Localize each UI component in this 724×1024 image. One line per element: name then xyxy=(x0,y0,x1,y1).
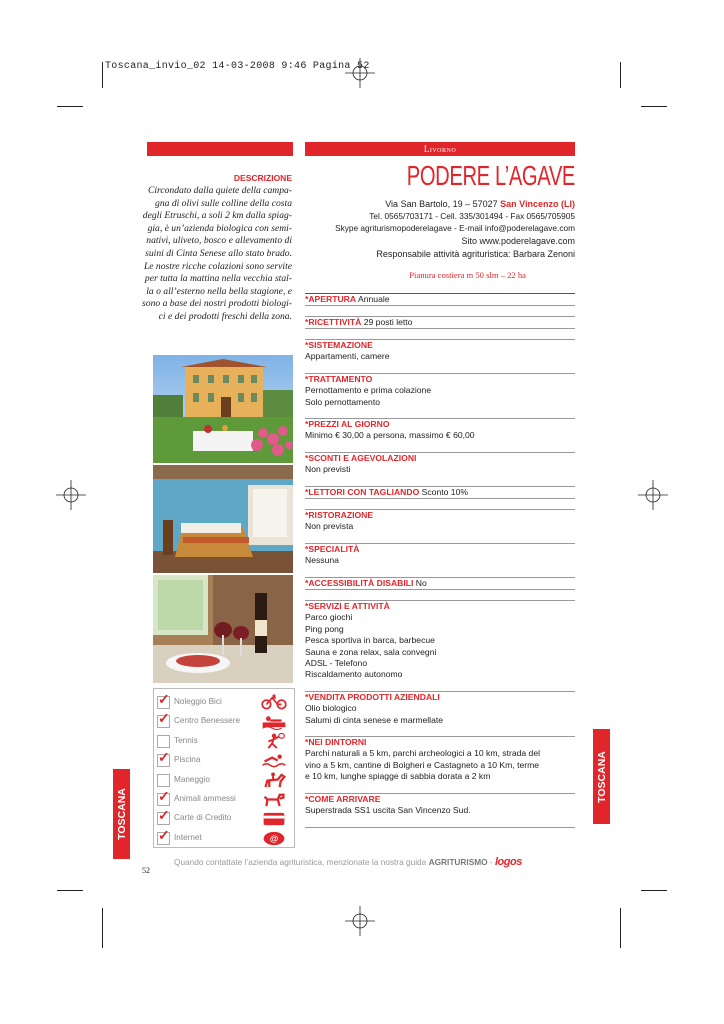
crop-mark xyxy=(102,908,103,948)
info-label: *TRATTAMENTO xyxy=(305,374,373,384)
description-heading: DESCRIZIONE xyxy=(233,173,292,183)
info-line: Non previsti xyxy=(305,464,351,475)
swimming-icon xyxy=(260,752,288,769)
side-tab-right xyxy=(593,729,610,824)
info-heading xyxy=(305,294,575,305)
divider-line xyxy=(305,305,575,306)
info-heading xyxy=(305,578,575,589)
info-line: Pesca sportiva in barca, barbecue xyxy=(305,635,435,646)
crop-mark xyxy=(620,62,621,88)
description-line: sono a base dei nostri prodotti biologi- xyxy=(142,298,292,310)
registration-mark-icon xyxy=(345,58,375,88)
crop-mark xyxy=(102,62,103,88)
info-line: Pernottamento e prima colazione xyxy=(305,385,432,396)
info-heading xyxy=(305,794,575,805)
side-tab-left xyxy=(113,769,130,859)
checkmark-icon: ✓ xyxy=(158,749,170,766)
description-line: la o all’esterno nella bella stagione, e xyxy=(146,285,292,297)
info-heading xyxy=(305,419,575,430)
info-line: e 10 km, lunghe spiagge di sabbia dorata a 2 km xyxy=(305,771,491,782)
page-number: 52 xyxy=(142,866,150,875)
info-dintorni xyxy=(305,737,575,783)
info-line: Olio biologico xyxy=(305,703,357,714)
info-line: Non prevista xyxy=(305,521,354,532)
phones: Tel. 0565/703171 - Cell. 335/301494 - Fax 0565/705905 xyxy=(369,211,575,221)
info-line: vino a 5 km, cantine di Bolgheri e Castagneto a 10 Km, terme xyxy=(305,759,540,770)
skype-email: Skype agriturismopoderelagave - E-mail info@poderelagave.com xyxy=(335,223,575,233)
wine-table-photo xyxy=(153,575,293,683)
info-label: *RICETTIVITÀ xyxy=(305,317,362,327)
footer-brand: AGRITURISMO xyxy=(428,857,488,867)
info-label: *COME ARRIVARE xyxy=(305,794,381,804)
description-line: gna di olivi sulle colline della costa xyxy=(155,197,292,209)
divider-line xyxy=(305,589,575,590)
info-label: *LETTORI CON TAGLIANDO xyxy=(305,487,420,497)
info-trattamento xyxy=(305,374,575,408)
description-line: ci e dei prodotti freschi della zona. xyxy=(158,310,292,322)
divider-line xyxy=(305,827,575,828)
info-lettori xyxy=(305,487,575,498)
bedroom-photo xyxy=(153,465,293,573)
checkbox xyxy=(157,774,170,787)
description-line: per tutta la mattina nella vecchia stal- xyxy=(144,273,292,285)
facility-label: Animali ammessi xyxy=(174,794,236,803)
info-line: ADSL - Telefono xyxy=(305,658,368,669)
facility-item xyxy=(154,693,294,712)
info-ricettivita xyxy=(305,317,575,328)
info-sconti xyxy=(305,453,575,476)
checkmark-icon: ✓ xyxy=(158,710,170,727)
footer-note xyxy=(174,856,522,868)
info-line: Solo pernottamento xyxy=(305,396,381,407)
info-label: *RISTORAZIONE xyxy=(305,510,374,520)
town: San Vincenzo (LI) xyxy=(500,199,575,209)
facility-item xyxy=(154,809,294,828)
checkmark-icon: ✓ xyxy=(158,826,170,843)
info-heading xyxy=(305,317,575,328)
region-label: Livorno xyxy=(423,144,457,154)
info-arrivare xyxy=(305,794,575,817)
info-apertura xyxy=(305,294,575,305)
description-line: nativi, uliveto, bosco e allevamento di xyxy=(146,235,292,247)
terrain: Pianura costiera m 50 slm – 22 ha xyxy=(409,270,526,280)
info-line: Sauna e zona relax, sala convegni xyxy=(305,646,437,657)
info-heading xyxy=(305,487,575,498)
description-line: gia, è un’azienda biologica con semi- xyxy=(147,222,292,234)
info-specialita xyxy=(305,544,575,567)
logos-logo: logos xyxy=(495,856,522,868)
checkmark-icon: ✓ xyxy=(158,691,170,707)
facility-item xyxy=(154,826,294,848)
description-line: Circondato dalla quiete della campa- xyxy=(147,185,292,196)
dog-icon xyxy=(260,791,288,808)
side-tab-label: TOSCANA xyxy=(595,750,608,803)
description-line: Le nostre ricche colazioni sono servite xyxy=(143,260,292,272)
region-bar xyxy=(305,142,575,156)
facility-label: Tennis xyxy=(174,735,198,745)
info-label: *NEI DINTORNI xyxy=(305,737,367,747)
facility-label: Noleggio Bici xyxy=(174,697,222,706)
left-header-bar xyxy=(147,142,293,156)
info-line: Appartamenti, camere xyxy=(305,351,390,362)
info-heading xyxy=(305,692,575,703)
facility-item xyxy=(154,771,294,790)
tennis-icon xyxy=(260,733,288,750)
info-line: Salumi di cinta senese e marmellate xyxy=(305,714,444,725)
facility-item xyxy=(154,732,294,751)
footer-text: Quando contattate l’azienda agrituristica, menzionate la nostra guida xyxy=(174,857,427,867)
info-sistemazione xyxy=(305,340,575,363)
divider-line xyxy=(305,328,575,329)
facility-label: Maneggio xyxy=(174,774,210,784)
side-tab-label: TOSCANA xyxy=(115,788,128,840)
facilities-box xyxy=(153,688,295,848)
info-line: Minimo € 30,00 a persona, massimo € 60,00 xyxy=(305,430,475,441)
info-value: 29 posti letto xyxy=(363,317,413,327)
svg-text:@: @ xyxy=(269,833,279,844)
print-slug: Toscana_invio_02 14-03-2008 9:46 Pagina 52 xyxy=(105,61,370,72)
description-text xyxy=(118,185,292,324)
registration-mark-icon xyxy=(56,480,86,510)
info-label: *VENDITA PRODOTTI AZIENDALI xyxy=(305,692,440,702)
facility-label: Piscina xyxy=(174,755,201,765)
registration-mark-icon xyxy=(345,906,375,936)
info-label: *SCONTI E AGEVOLAZIONI xyxy=(305,453,417,463)
horse-riding-icon xyxy=(260,772,288,789)
info-label: *SPECIALITÀ xyxy=(305,544,360,554)
facility-label: Carte di Credito xyxy=(174,813,232,823)
credit-card-icon xyxy=(260,810,288,827)
info-accessibilita xyxy=(305,578,575,589)
info-heading xyxy=(305,340,575,351)
farmhouse-photo xyxy=(153,355,293,463)
property-title: PODERE L’AGAVE xyxy=(406,160,575,191)
registration-mark-icon xyxy=(638,480,668,510)
info-line: Riscaldamento autonomo xyxy=(305,669,403,680)
website: Sito www.poderelagave.com xyxy=(461,236,575,246)
spa-icon xyxy=(260,713,288,730)
checkmark-icon: ✓ xyxy=(158,807,170,824)
info-line: Ping pong xyxy=(305,623,344,634)
checkmark-icon: ✓ xyxy=(158,788,170,804)
info-line: Parchi naturali a 5 km, parchi archeologici a 10 km, strada del xyxy=(305,748,541,759)
info-heading xyxy=(305,374,575,385)
internet-icon xyxy=(260,830,288,847)
facility-item xyxy=(154,712,294,731)
description-line: degli Etruschi, a soli 2 km dalla spiag- xyxy=(142,210,292,222)
info-label: *PREZZI AL GIORNO xyxy=(305,419,390,429)
address-line xyxy=(385,199,575,209)
info-ristorazione xyxy=(305,510,575,533)
info-label: *ACCESSIBILITÀ DISABILI xyxy=(305,578,414,588)
facility-label: Internet xyxy=(174,832,202,842)
info-line: Nessuna xyxy=(305,555,339,566)
address: Via San Bartolo, 19 – 57027 xyxy=(385,199,498,209)
info-heading xyxy=(305,544,575,555)
info-heading xyxy=(305,737,575,748)
info-servizi xyxy=(305,601,575,681)
info-label: *SERVIZI E ATTIVITÀ xyxy=(305,601,390,611)
info-heading xyxy=(305,601,575,612)
info-line: Parco giochi xyxy=(305,612,353,623)
checkbox xyxy=(157,735,170,748)
info-line: Superstrada SS1 uscita San Vincenzo Sud. xyxy=(305,805,471,816)
info-label: *APERTURA xyxy=(305,294,357,304)
facility-item xyxy=(154,751,294,770)
crop-mark xyxy=(57,106,83,107)
info-heading xyxy=(305,510,575,521)
info-vendita xyxy=(305,692,575,726)
crop-mark xyxy=(620,908,621,948)
info-heading xyxy=(305,453,575,464)
bicycle-icon xyxy=(260,694,288,711)
crop-mark xyxy=(641,890,667,891)
crop-mark xyxy=(57,890,83,891)
crop-mark xyxy=(641,106,667,107)
footer-sep: - xyxy=(489,857,493,867)
info-prezzi xyxy=(305,419,575,442)
divider-line xyxy=(305,498,575,499)
info-value: Sconto 10% xyxy=(421,487,468,497)
facility-label: Centro Benessere xyxy=(174,716,240,726)
info-label: *SISTEMAZIONE xyxy=(305,340,373,350)
manager: Responsabile attività agrituristica: Barbara Zenoni xyxy=(376,249,575,259)
info-value: Annuale xyxy=(358,294,390,304)
facility-item xyxy=(154,790,294,809)
info-value: No xyxy=(415,578,427,588)
description-line: suini di Cinta Senese allo stato brado. xyxy=(145,247,292,259)
